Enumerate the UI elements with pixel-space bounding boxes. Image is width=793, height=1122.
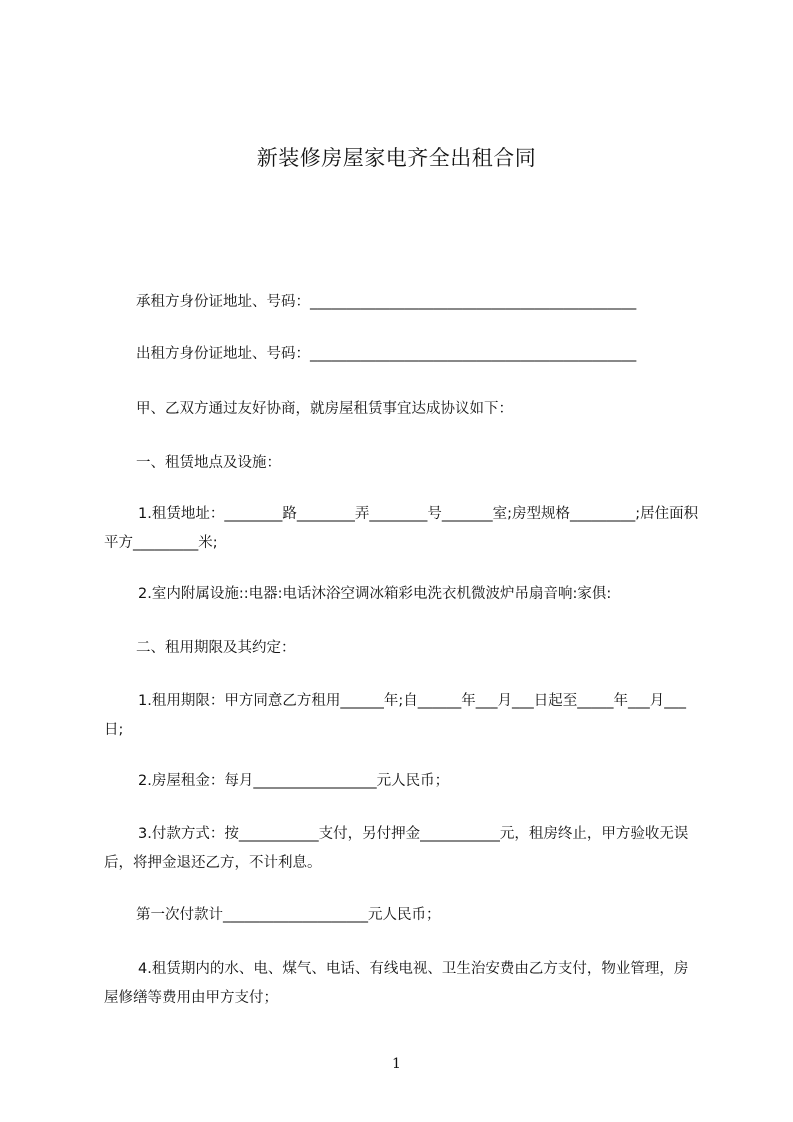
page-number: 1 xyxy=(392,1056,401,1072)
paragraph-rent: 2.房屋租金：每月_________________元人民币； xyxy=(138,773,450,789)
paragraph-first-payment: 第一次付款计____________________元人民币； xyxy=(136,907,441,923)
section-heading-location: 一、租赁地点及设施： xyxy=(136,455,281,471)
section-heading-term: 二、租用期限及其约定： xyxy=(136,640,296,656)
paragraph-agreement-intro: 甲、乙双方通过友好协商，就房屋租赁事宜达成协议如下： xyxy=(136,401,513,417)
paragraph-rental-address: 1.租赁地址：________路________弄________号_______室;房型规格_________;居住面积平方_________米; xyxy=(104,506,699,551)
document-title: 新装修房屋家电齐全出租合同 xyxy=(256,146,537,170)
paragraph-payment-method: 3.付款方式：按___________支付，另付押金___________元，租房终止，甲方验收无误后，将押金退还乙方，不计利息。 xyxy=(104,826,689,871)
paragraph-fees: 4.租赁期内的水、电、煤气、电话、有线电视、卫生治安费由乙方支付，物业管理，房屋修缮等费用由甲方支付； xyxy=(104,961,689,1006)
paragraph-facilities: 2.室内附属设施::电器:电话沐浴空调冰箱彩电洗衣机微波炉吊扇音响:家俱: xyxy=(138,586,612,602)
paragraph-lessee-id: 承租方身份证地址、号码：_____________________________________________ xyxy=(136,294,637,310)
paragraph-rental-term: 1.租用期限：甲方同意乙方租用______年;自______年___月___日起至_____年___月___日; xyxy=(104,693,686,738)
paragraph-lessor-id: 出租方身份证地址、号码：_____________________________________________ xyxy=(136,346,637,362)
